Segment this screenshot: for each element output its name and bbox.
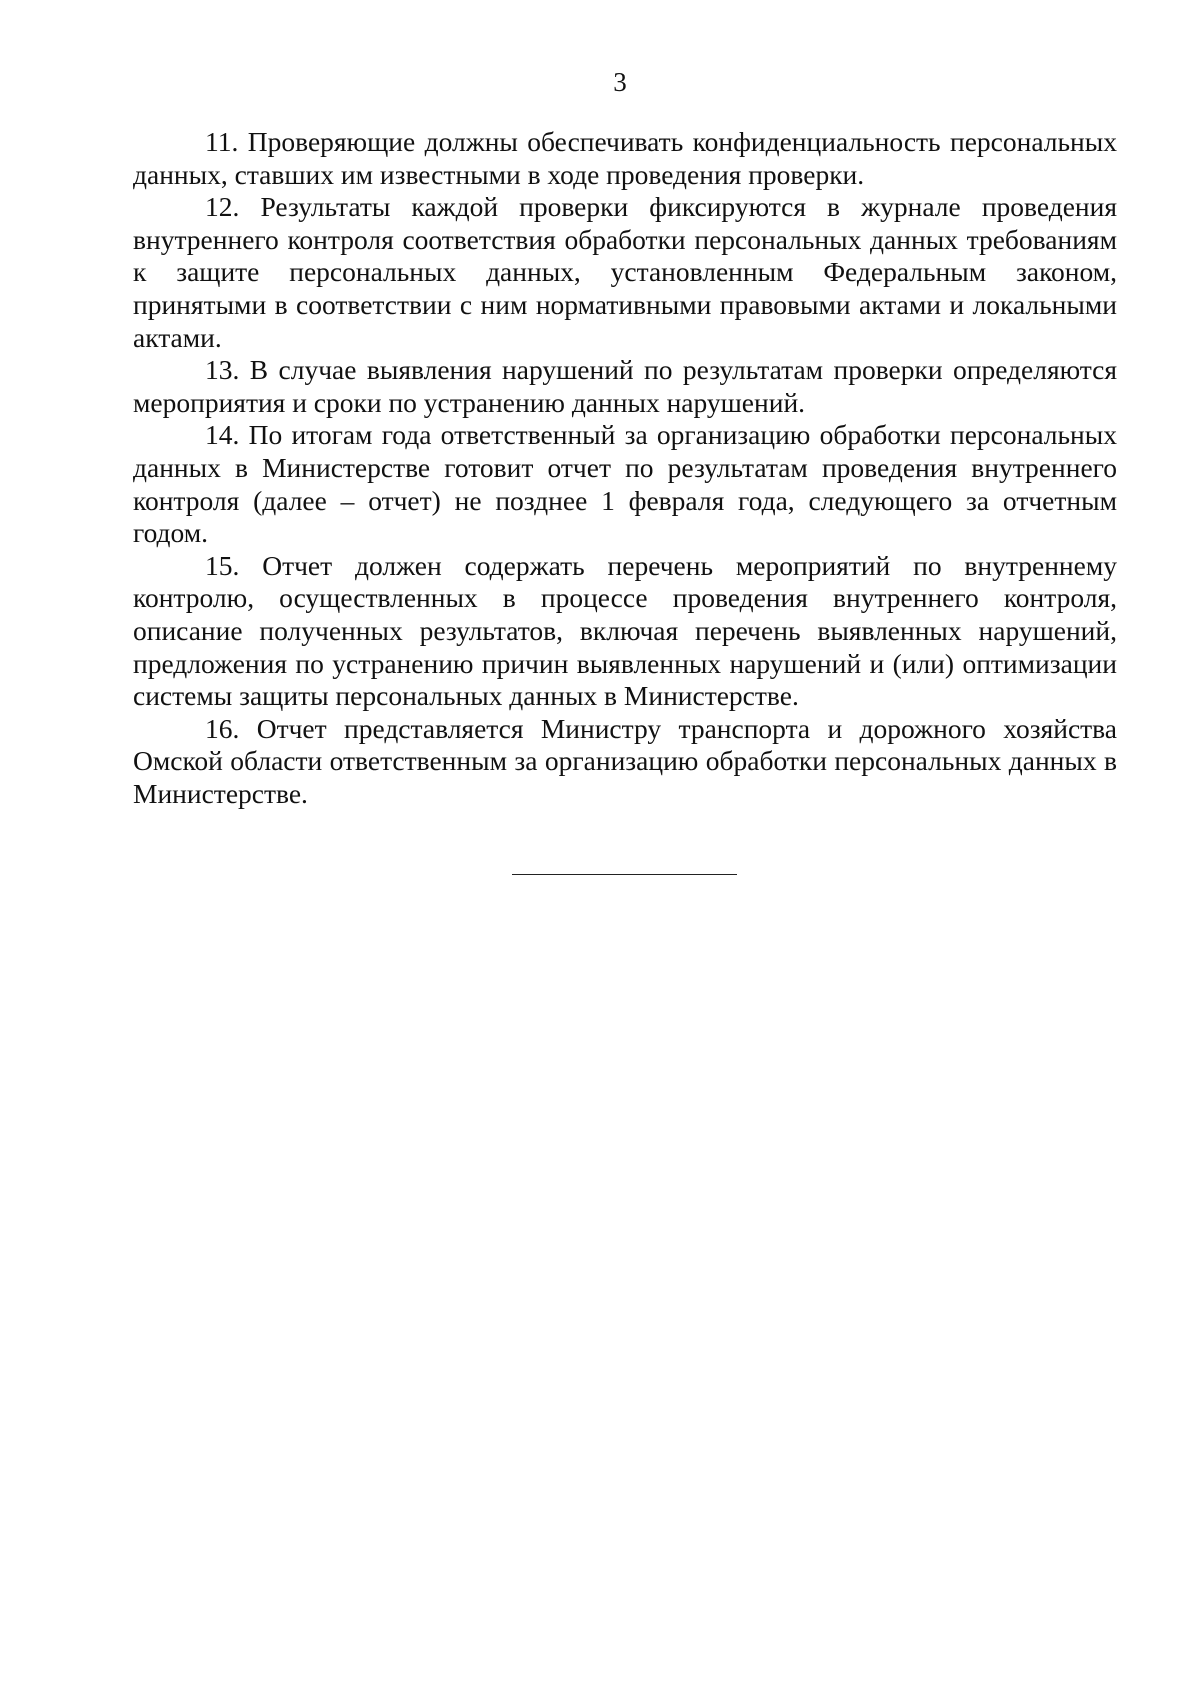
paragraph-14: 14. По итогам года ответственный за организацию обработки персональных данных в Министерстве готовит отчет по результатам проведения внутреннего контроля (далее – отчет) не позднее 1 февраля года, следующего за отчетным годом. (133, 419, 1117, 549)
paragraph-15: 15. Отчет должен содержать перечень мероприятий по внутреннему контролю, осуществленных в процессе проведения внутреннего контроля, описание полученных результатов, включая перечень выявленных нарушений, предложения по устранению причин выявленных нарушений и (или) оптимизации системы защиты персональных данных в Министерстве. (133, 549, 1117, 712)
paragraph-12: 12. Результаты каждой проверки фиксируются в журнале проведения внутреннего контроля соответствия обработки персональных данных требованиям к защите персональных данных, установленным Федеральным законом, принятыми в соответствии с ним нормативными правовыми актами и локальными актами. (133, 191, 1117, 353)
document-body (133, 126, 1117, 810)
paragraph-16: 16. Отчет представляется Министру транспорта и дорожного хозяйства Омской области ответственным за организацию обработки персональных данных в Министерстве. (133, 712, 1117, 809)
paragraph-13: 13. В случае выявления нарушений по результатам проверки определяются мероприятия и сроки по устранению данных нарушений. (133, 354, 1117, 418)
page-number: 3 (613, 67, 627, 97)
paragraph-11: 11. Проверяющие должны обеспечивать конфиденциальность персональных данных, ставших им известными в ходе проведения проверки. (133, 126, 1117, 190)
end-separator-line (512, 874, 737, 875)
